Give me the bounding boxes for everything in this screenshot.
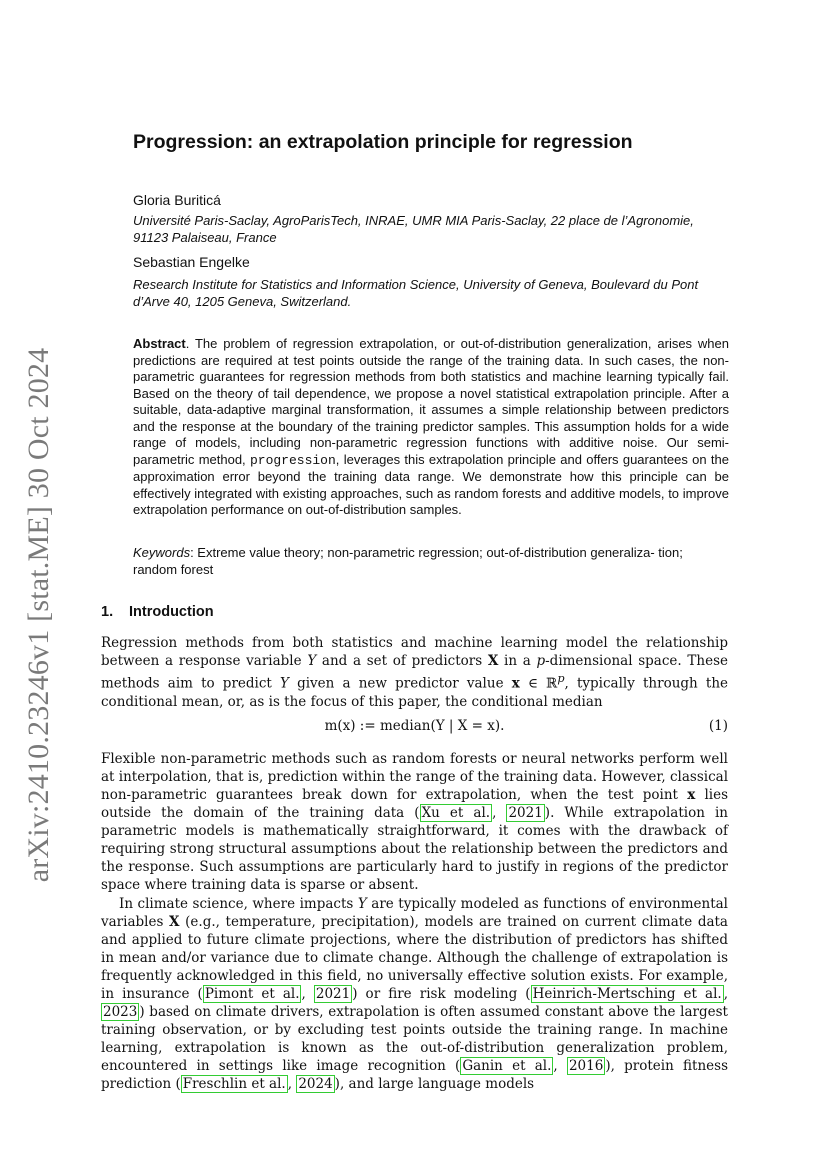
display-equation: [101, 718, 728, 740]
equation-expression: m(x) := median(Y | X = x).: [324, 718, 505, 734]
arxiv-identifier-stamp: [18, 347, 60, 883]
citation-link[interactable]: 2023: [103, 1004, 138, 1020]
text-run: ), and large language models: [334, 1076, 535, 1092]
text-run: given a new predictor value: [288, 675, 512, 692]
text-run: (e.g., temperature, precipitation), models are trained on current climate data and applied to future climate projections, where the distribution of predictors has shifted in mean and/or variance due to climate change. Although the challenge of extrapolation is frequently acknowledged in this field, no universally effective solution exists. For example, in insurance (: [101, 914, 728, 1002]
citation-link[interactable]: Ganin et al.: [462, 1058, 552, 1074]
abstract: [133, 336, 729, 519]
citation-link[interactable]: 2016: [568, 1058, 604, 1074]
abstract-text: . The problem of regression extrapolation, or out-of-distribution generalization, arises when predictions are required at test points outside the range of the training data. In such cases, the non-parametric guarantees for regression methods from both statistics and machine learning typically fail. Based on the theory of tail dependence, we propose a novel statistical extrapolation principle. After a suitable, data-adaptive marginal transformation, it assumes a simple relationship between predictors and the response at the boundary of the training predictor samples. This assumption holds for a wide range of models, including non-parametric regression functions with additive noise. Our semi-parametric method,: [133, 336, 729, 467]
section-title: Introduction: [129, 604, 214, 620]
text-run: and a set of predictors: [316, 653, 488, 669]
keywords-text: : Extreme value theory; non-parametric regression; out-of-distribution generaliza- tion; random forest: [133, 545, 683, 577]
text-run: -dimensional space. These methods aim to predict: [101, 653, 728, 692]
text-run: ) based on climate drivers, extrapolation is often assumed constant above the largest training observation, or by excluding test points outside the training range. In machine learning, extrapolation is known as the out-of-distribution generalization problem, encountered in settings like image recognition (: [101, 1004, 728, 1074]
text-run: ). While extrapolation in parametric models is mathematically straightforward, it comes with the drawback of requiring strong structural assumptions about the relationship between the predictors and the response. Such assumptions are particularly hard to justify in regions of the predictor space where training data is sparse or absent.: [101, 805, 728, 893]
paper-title: Progression: an extrapolation principle for regression: [133, 131, 633, 153]
affiliation-line: Research Institute for Statistics and Information Science, University of Geneva, Boulevard du Pont: [133, 277, 699, 292]
math-var: p: [557, 672, 565, 685]
affiliation-line: Université Paris-Saclay, AgroParisTech, INRAE, UMR MIA Paris-Saclay, 22 place de l’Agronomie,: [133, 213, 694, 228]
body-paragraph: In climate science, where impacts Y are typically modeled as functions of environmental variables X (e.g., temperature, precipitation), models are trained on current climate data and applied to future climate projections, where the distribution of predictors has shifted in mean and/or variance due to climate change. Although the challenge of extrapolation is frequently acknowledged in this field, no universally effective solution exists. For example, in insurance ( Pimont et al. , 2021 ) or fire risk modeling ( Heinrich-Mertsching et al. , 2023 ) based on climate drivers, extrapolation is often assumed constant above the largest training observation, or by excluding test points outside the training range. In machine learning, extrapolation is known as the out-of-distribution generalization problem, encountered in settings like image recognition ( Ganin et al. , 2016 ), protein fitness prediction ( Freschlin et al. , 2024 ), and large language models: [101, 896, 728, 1092]
math-var: x: [511, 675, 520, 692]
author-affiliation: [133, 212, 733, 246]
text-run: ∈ ℝ: [519, 675, 558, 692]
keywords: [133, 544, 703, 578]
text-run: ), protein fitness prediction (: [101, 1058, 728, 1092]
body-paragraph: [101, 634, 728, 711]
text-run: ) or fire risk modeling (: [352, 986, 531, 1002]
math-var: Y: [280, 675, 289, 692]
author-name: Sebastian Engelke: [133, 254, 250, 270]
citation-link[interactable]: 2021: [508, 805, 543, 821]
citation-link[interactable]: Pimont et al.: [204, 986, 300, 1002]
citation-link[interactable]: Freschlin et al.: [182, 1076, 286, 1092]
text-run: In climate science, where impacts: [119, 896, 358, 912]
citation-link[interactable]: 2024: [298, 1076, 333, 1092]
affiliation-line: d’Arve 40, 1205 Geneva, Switzerland.: [133, 294, 352, 309]
citation-link[interactable]: 2021: [315, 986, 351, 1002]
abstract-label: Abstract: [133, 336, 186, 351]
author-affiliation: [133, 276, 733, 310]
math-var: X: [169, 914, 180, 930]
arxiv-identifier-text: arXiv:2410.23246v1 [stat.ME] 30 Oct 2024: [22, 347, 55, 883]
citation-link[interactable]: Xu et al.: [421, 805, 491, 821]
math-var: Y: [357, 896, 367, 912]
equation-number: (1): [708, 718, 728, 734]
section-number: 1.: [101, 604, 114, 620]
math-var: p: [536, 653, 546, 669]
abstract-text: , leverages this extrapolation principle and offers guarantees on the approximation error beyond the training data range. We demonstrate how this principle can be effectively integrated with existing approaches, such as random forests and additive models, to improve extrapolation performance on out-of-distribution samples.: [133, 451, 730, 517]
math-var: X: [487, 653, 499, 669]
author-name: Gloria Buriticá: [133, 192, 221, 208]
keywords-label: Keywords: [133, 545, 191, 560]
body-paragraph: Flexible non-parametric methods such as random forests or neural networks perform well at interpolation, that is, prediction within the range of the training data. However, classical non-parametric guarantees break down for extrapolation, when the test point x lies outside the domain of the training data ( Xu et al. , 2021 ). While extrapolation in parametric models is mathematically straightforward, it comes with the drawback of requiring strong structural assumptions about the relationship between the predictors and the response. Such assumptions are particularly hard to justify in regions of the predictor space where training data is sparse or absent.: [101, 751, 729, 893]
text-run: in a: [498, 653, 537, 669]
text-run: are typically modeled as functions of environmental variables: [101, 896, 728, 930]
text-run: Regression methods from both statistics and machine learning model the relationship between a response variable: [101, 635, 728, 669]
text-run: , typically through the conditional mean, or, as is the focus of this paper, the conditional median: [101, 675, 729, 710]
citation-link[interactable]: Heinrich-Mertsching et al.: [532, 986, 722, 1002]
section-heading: [101, 604, 214, 620]
text-run: Flexible non-parametric methods such as random forests or neural networks perform well at interpolation, that is, prediction within the range of the training data. However, classical non-parametric guarantees break down for extrapolation, when the test point: [101, 751, 729, 803]
affiliation-line: 91123 Palaiseau, France: [133, 230, 277, 245]
math-var: x: [687, 787, 696, 803]
math-var: Y: [307, 653, 317, 669]
method-name-code: progression: [249, 452, 336, 468]
text-run: lies outside the domain of the training data (: [101, 787, 729, 821]
